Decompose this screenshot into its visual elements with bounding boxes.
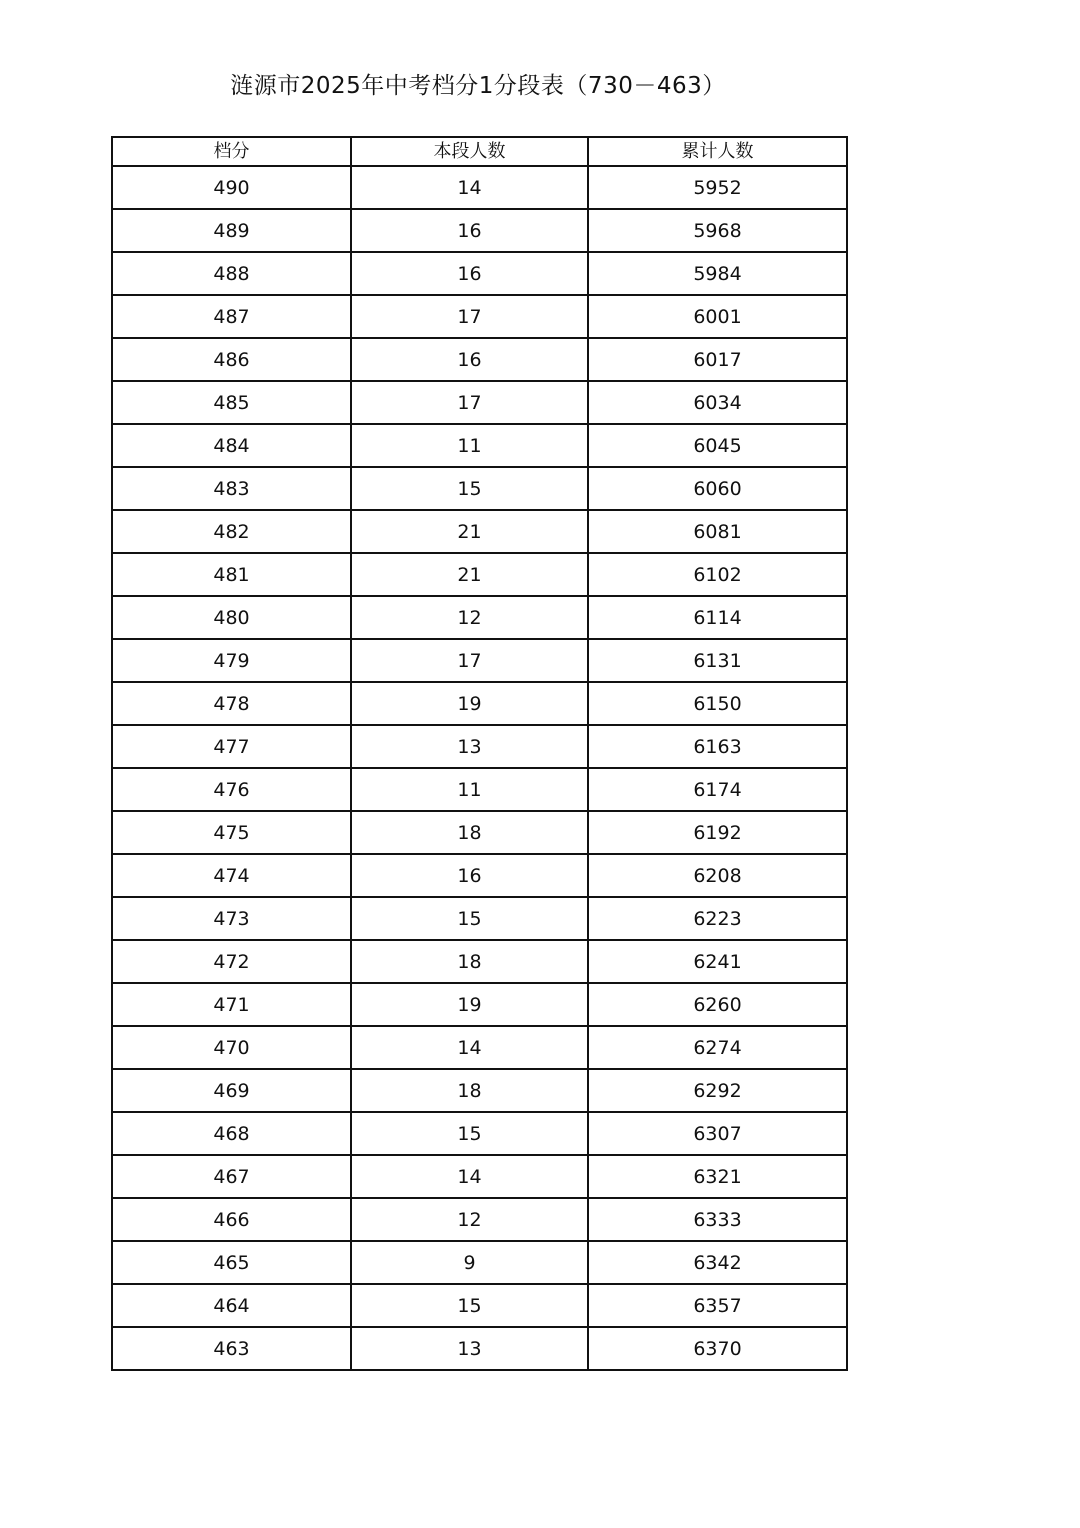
table-row [112, 940, 847, 983]
cumulative-count-cell: 6292 [588, 1069, 847, 1112]
score-cell: 476 [112, 768, 351, 811]
score-cell: 484 [112, 424, 351, 467]
score-cell: 470 [112, 1026, 351, 1069]
segment-count-cell: 16 [351, 854, 588, 897]
cumulative-count-cell: 6307 [588, 1112, 847, 1155]
segment-count-cell: 12 [351, 1198, 588, 1241]
score-cell: 464 [112, 1284, 351, 1327]
table-row [112, 553, 847, 596]
segment-count-cell: 19 [351, 682, 588, 725]
segment-count-cell: 17 [351, 295, 588, 338]
table-row [112, 467, 847, 510]
table-header [112, 137, 847, 166]
cumulative-count-cell: 6260 [588, 983, 847, 1026]
table-row [112, 768, 847, 811]
segment-count-cell: 21 [351, 553, 588, 596]
segment-count-cell: 15 [351, 1284, 588, 1327]
cumulative-count-cell: 6017 [588, 338, 847, 381]
score-cell: 467 [112, 1155, 351, 1198]
score-cell: 489 [112, 209, 351, 252]
score-cell: 465 [112, 1241, 351, 1284]
table-row [112, 897, 847, 940]
cumulative-count-cell: 6045 [588, 424, 847, 467]
score-cell: 473 [112, 897, 351, 940]
score-cell: 483 [112, 467, 351, 510]
table-row [112, 1069, 847, 1112]
segment-count-cell: 15 [351, 897, 588, 940]
table-row [112, 209, 847, 252]
segment-count-cell: 13 [351, 1327, 588, 1370]
segment-count-cell: 16 [351, 209, 588, 252]
segment-count-cell: 21 [351, 510, 588, 553]
table-row [112, 596, 847, 639]
table-row [112, 381, 847, 424]
cumulative-count-cell: 6342 [588, 1241, 847, 1284]
cumulative-count-cell: 6163 [588, 725, 847, 768]
score-cell: 487 [112, 295, 351, 338]
table-row [112, 1112, 847, 1155]
cumulative-count-cell: 5952 [588, 166, 847, 209]
table-row [112, 295, 847, 338]
segment-count-cell: 16 [351, 252, 588, 295]
cumulative-count-cell: 6060 [588, 467, 847, 510]
segment-count-cell: 11 [351, 424, 588, 467]
cumulative-count-cell: 6081 [588, 510, 847, 553]
cumulative-count-cell: 6131 [588, 639, 847, 682]
segment-count-cell: 18 [351, 811, 588, 854]
segment-count-cell: 14 [351, 1026, 588, 1069]
score-cell: 471 [112, 983, 351, 1026]
cumulative-count-cell: 6321 [588, 1155, 847, 1198]
score-table [111, 136, 848, 1371]
score-cell: 478 [112, 682, 351, 725]
score-cell: 490 [112, 166, 351, 209]
table-row [112, 1026, 847, 1069]
segment-count-cell: 17 [351, 639, 588, 682]
segment-count-cell: 14 [351, 1155, 588, 1198]
cumulative-count-cell: 6370 [588, 1327, 847, 1370]
score-table-container [111, 136, 848, 1371]
score-cell: 474 [112, 854, 351, 897]
cumulative-count-cell: 6223 [588, 897, 847, 940]
table-row [112, 1241, 847, 1284]
cumulative-count-cell: 6241 [588, 940, 847, 983]
table-row [112, 639, 847, 682]
score-cell: 480 [112, 596, 351, 639]
table-row [112, 252, 847, 295]
cumulative-count-cell: 6114 [588, 596, 847, 639]
score-cell: 468 [112, 1112, 351, 1155]
cumulative-count-cell: 6333 [588, 1198, 847, 1241]
cumulative-count-cell: 6174 [588, 768, 847, 811]
segment-count-cell: 15 [351, 1112, 588, 1155]
score-cell: 477 [112, 725, 351, 768]
table-row [112, 338, 847, 381]
cumulative-count-cell: 6102 [588, 553, 847, 596]
cumulative-count-cell: 6357 [588, 1284, 847, 1327]
table-row [112, 983, 847, 1026]
segment-count-cell: 11 [351, 768, 588, 811]
table-row [112, 854, 847, 897]
score-cell: 463 [112, 1327, 351, 1370]
score-cell: 486 [112, 338, 351, 381]
segment-count-cell: 15 [351, 467, 588, 510]
segment-count-cell: 12 [351, 596, 588, 639]
score-cell: 481 [112, 553, 351, 596]
cumulative-count-cell: 6208 [588, 854, 847, 897]
table-body [112, 166, 847, 1370]
table-row [112, 682, 847, 725]
table-row [112, 811, 847, 854]
table-header-row [112, 137, 847, 166]
cumulative-count-cell: 6001 [588, 295, 847, 338]
page-title: 涟源市2025年中考档分1分段表（730－463） [230, 73, 726, 99]
column-header-cumulative-count: 累计人数 [588, 137, 847, 166]
segment-count-cell: 14 [351, 166, 588, 209]
score-cell: 469 [112, 1069, 351, 1112]
score-cell: 479 [112, 639, 351, 682]
cumulative-count-cell: 6150 [588, 682, 847, 725]
segment-count-cell: 18 [351, 1069, 588, 1112]
segment-count-cell: 18 [351, 940, 588, 983]
column-header-segment-count: 本段人数 [351, 137, 588, 166]
column-header-score: 档分 [112, 137, 351, 166]
cumulative-count-cell: 5984 [588, 252, 847, 295]
table-row [112, 1198, 847, 1241]
cumulative-count-cell: 5968 [588, 209, 847, 252]
cumulative-count-cell: 6274 [588, 1026, 847, 1069]
score-cell: 485 [112, 381, 351, 424]
segment-count-cell: 19 [351, 983, 588, 1026]
table-row [112, 510, 847, 553]
segment-count-cell: 9 [351, 1241, 588, 1284]
table-row [112, 725, 847, 768]
score-cell: 475 [112, 811, 351, 854]
score-cell: 482 [112, 510, 351, 553]
score-cell: 488 [112, 252, 351, 295]
table-row [112, 1284, 847, 1327]
segment-count-cell: 17 [351, 381, 588, 424]
cumulative-count-cell: 6192 [588, 811, 847, 854]
score-cell: 466 [112, 1198, 351, 1241]
table-row [112, 424, 847, 467]
segment-count-cell: 13 [351, 725, 588, 768]
segment-count-cell: 16 [351, 338, 588, 381]
table-row [112, 166, 847, 209]
table-row [112, 1155, 847, 1198]
score-cell: 472 [112, 940, 351, 983]
table-row [112, 1327, 847, 1370]
cumulative-count-cell: 6034 [588, 381, 847, 424]
